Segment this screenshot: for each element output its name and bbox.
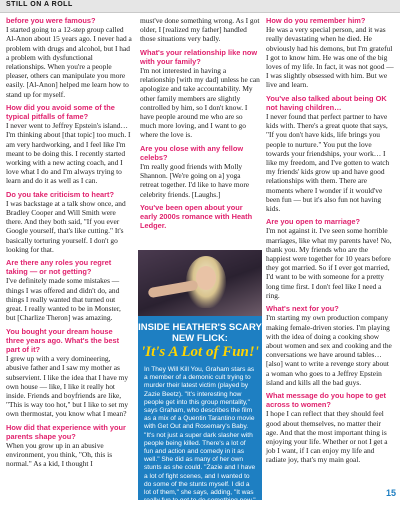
article-column-2	[140, 16, 260, 230]
feature-kicker: INSIDE HEATHER'S SCARY NEW FLICK:	[138, 322, 262, 344]
answer: I started going to a 12-step group called Al-Anon about 15 years ago. I never had a problem with drugs and alcohol, but I had a problem with dysfunctional relationships. When you're a people pleaser, others can manipulate you more easily. [Al-Anon] helped me learn how to stand up for myself.	[6, 25, 132, 99]
question: Do you take criticism to heart?	[6, 189, 115, 199]
answer: I grew up with a very domineering, abusive father and I saw my mother as subservient. I like the idea that I have my own house — like, I like it really hot inside. Friends and boyfriends are like, "This is way too hot," but I like to set my own thermostat, you know what I mean?	[6, 354, 129, 419]
question: What message do you hope to get across to women?	[266, 390, 386, 410]
answer: I never went to Jeffrey Epstein's island… I'm thinking about [that topic] too much. I am very hardworking, and I feel like I'm meant to be doing this. I recently started working with a new acting coach, and I love what I do and I'm always trying to learn and do it as well as I can.	[6, 121, 131, 186]
article-column-3	[266, 16, 394, 469]
answer: I never found that perfect partner to have kids with. There's a great quote that says, "If you don't have kids, life brings you people to nurture." You put the love towards your friendships, your work… I like my freedom, and I've gotten to watch my friends' kids grow up and have good relationships with them. There are moments where I wonder if it would've been fun — but it's also fun not having kids.	[266, 112, 390, 214]
answer: I'm not interested in having a relationship [with my dad] unless he can apologize and take accountability. My other family members are slightly controlled by him, so I don't know. I have people around me who are so much more loving, and I want to go where the love is.	[140, 66, 260, 140]
feature-box	[138, 250, 262, 505]
question: How did you avoid some of the typical pitfalls of fame?	[6, 102, 115, 122]
movie-still-photo	[138, 250, 262, 316]
answer: He was a very special person, and it was really devastating when he died. He obviously had his demons, but I'm grateful I got to know him. He was one of the big loves of my life. In fact, it was not good — I was slightly obsessed with him. But we live and learn.	[266, 25, 394, 90]
answer: I've definitely made some mistakes — things I was offered and didn't do, and things I really wanted that turned out great. I really wanted to be in Monster, but [Charlize Theron] was amazing.	[6, 276, 121, 323]
feature-body: In They Will Kill You, Graham stars as a member of a demonic cult trying to murder their latest victim (played by Zazie Beetz). "It's interesting how people get into this group mentality," says Graham, who describes the film as a mix of a Quentin Tarantino movie with Get Out and Rosemary's Baby. "It's not just a super dark slasher with people being killed. There's a lot of fun and action and comedy in it as well." She did as many of her own stunts as she could. "Zazie and I have a lot of fight scenes, and I wanted to do some of the stunts myself. I did a lot of them," she says, adding, "It was really fun to get to do something new."	[144, 366, 256, 505]
answer: I was backstage at a talk show once, and Bradley Cooper and Will Smith were there. And they both said, "If you ever Google yourself, that's like cutting." It's basically torturing yourself. I don't go looking for that.	[6, 198, 126, 254]
answer: When you grow up in an abusive environment, you think, "Oh, this is normal." As a kid, I thought I	[6, 440, 113, 469]
question: before you were famous?	[6, 16, 96, 25]
answer: I'm really good friends with Molly Shannon. [We're going on a] yoga retreat together. I'd like to have more celebrity friends. [Laughs.]	[140, 162, 250, 199]
question: What's your relationship like now with your family?	[140, 47, 258, 66]
question: Are you close with any fellow celebs?	[140, 143, 244, 162]
answer: I'm starting my own production company making female-driven stories. I'm playing with the idea of doing a cooking show about women and sex and cooking and the conversations we have around tables… [also] want to write a revenge story about a woman who goes to a Jeffrey Epstein island and kills all the bad guys.	[266, 313, 392, 387]
answer: I hope I can reflect that they should feel good about themselves, no matter their age. And that the most important thing is enjoying your life. Whether or not I get a job I want, if I can enjoy my life and radiate joy, that's my main goal.	[266, 409, 388, 465]
feature-title: 'It's A Lot of Fun!'	[141, 344, 259, 360]
question: You've been open about your early 2000s romance with Heath Ledger.	[140, 202, 253, 231]
answer: I'm not against it. I've seen some horrible marriages, like what my parents have! No, thank you. My friends who are the happiest were together for 10 years before they got married. So if I ever got married, I'd want to be with someone for a pretty long time first. I don't feel like I need a ring.	[266, 226, 392, 300]
question: You've also talked about being OK not having children…	[266, 93, 387, 112]
page-number: 15	[385, 488, 396, 498]
section-label: STILL ON A ROLL	[6, 1, 73, 8]
question: You bought your dream house three years ago. What's the best part of it?	[6, 326, 120, 354]
question: How do you remember him?	[266, 16, 366, 25]
question: How did that experience with your parents shape you?	[6, 422, 126, 441]
section-header-bar	[0, 0, 400, 13]
question: What's next for you?	[266, 304, 339, 314]
question: Are you open to marriage?	[266, 217, 361, 227]
question: Are there any roles you regret taking — or not getting?	[6, 258, 112, 277]
photo-face	[196, 266, 216, 290]
article-column-1	[6, 16, 132, 473]
answer: must've done something wrong. As I got older, I [realized my father] handled those situations very badly.	[140, 16, 260, 44]
